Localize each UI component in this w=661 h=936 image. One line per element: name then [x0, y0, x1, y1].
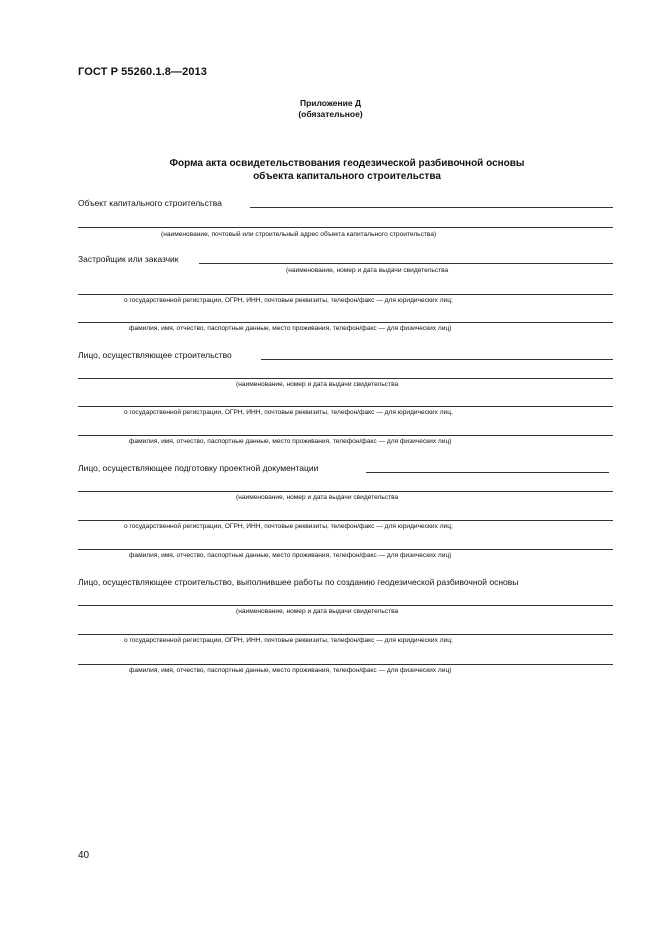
- geodesy-builder-label: Лицо, осуществляющее строительство, выполнившее работы по созданию геодезической разбивочной основы: [78, 577, 519, 587]
- designer-caption-person: фамилия, имя, отчество, паспортные данные, место проживания, телефон/факс — для физических лиц): [129, 552, 452, 559]
- designer-legal-line[interactable]: [78, 520, 613, 521]
- page-number: 40: [78, 850, 90, 861]
- object-caption: (наименование, почтовый или строительный адрес объекта капитального строительства): [161, 231, 437, 238]
- builder-cert-line[interactable]: [78, 378, 613, 379]
- appendix-title: Приложение Д: [299, 98, 362, 108]
- geodesy-builder-cert-line[interactable]: [78, 605, 613, 606]
- designer-caption-cert: (наименование, номер и дата выдачи свидетельства: [236, 494, 399, 501]
- builder-caption-person: фамилия, имя, отчество, паспортные данные, место проживания, телефон/факс — для физических лиц): [129, 438, 452, 445]
- developer-caption-person: фамилия, имя, отчество, паспортные данные, место проживания, телефон/факс — для физических лиц): [129, 325, 452, 332]
- builder-legal-line[interactable]: [78, 406, 613, 407]
- form-title-line-2: объекта капитального строительства: [253, 171, 441, 182]
- builder-label: Лицо, осуществляющее строительство: [78, 350, 232, 360]
- designer-label: Лицо, осуществляющее подготовку проектной документации: [78, 463, 319, 473]
- designer-person-line[interactable]: [78, 549, 613, 550]
- geodesy-builder-caption-cert: (наименование, номер и дата выдачи свидетельства: [236, 608, 399, 615]
- geodesy-builder-legal-line[interactable]: [78, 634, 613, 635]
- geodesy-builder-caption-legal: о государственной регистрации, ОГРН, ИНН, почтовые реквизиты, телефон/факс — для юридических лиц;: [124, 637, 453, 644]
- developer-label: Застройщик или заказчик: [78, 254, 179, 264]
- appendix-status: (обязательное): [298, 109, 363, 119]
- builder-caption-legal: о государственной регистрации, ОГРН, ИНН, почтовые реквизиты, телефон/факс — для юридических лиц,: [124, 409, 453, 416]
- builder-input-line[interactable]: [261, 359, 613, 360]
- object-label: Объект капитального строительства: [78, 198, 222, 208]
- developer-caption-legal: о государственной регистрации, ОГРН, ИНН, почтовые реквизиты, телефон/факс — для юридических лиц;: [124, 297, 453, 304]
- geodesy-builder-person-line[interactable]: [78, 664, 613, 665]
- designer-input-line[interactable]: [366, 472, 609, 473]
- developer-person-line[interactable]: [78, 322, 613, 323]
- designer-caption-legal: о государственной регистрации, ОГРН, ИНН, почтовые реквизиты, телефон/факс — для юридических лиц;: [124, 523, 453, 530]
- object-input-line[interactable]: [250, 207, 613, 208]
- developer-legal-line[interactable]: [78, 294, 613, 295]
- builder-caption-cert: (наименование, номер и дата выдачи свидетельства: [236, 381, 399, 388]
- developer-caption-cert: (наименование, номер и дата выдачи свидетельства: [286, 267, 449, 274]
- geodesy-builder-caption-person: фамилия, имя, отчество, паспортные данные, место проживания, телефон/факс — для физических лиц): [129, 667, 452, 674]
- object-address-line[interactable]: [78, 227, 613, 228]
- developer-input-line[interactable]: [199, 263, 613, 264]
- builder-person-line[interactable]: [78, 435, 613, 436]
- form-title-line-1: Форма акта освидетельствования геодезической разбивочной основы: [169, 158, 525, 169]
- standard-code: ГОСТ Р 55260.1.8—2013: [78, 66, 207, 78]
- designer-cert-line[interactable]: [78, 491, 613, 492]
